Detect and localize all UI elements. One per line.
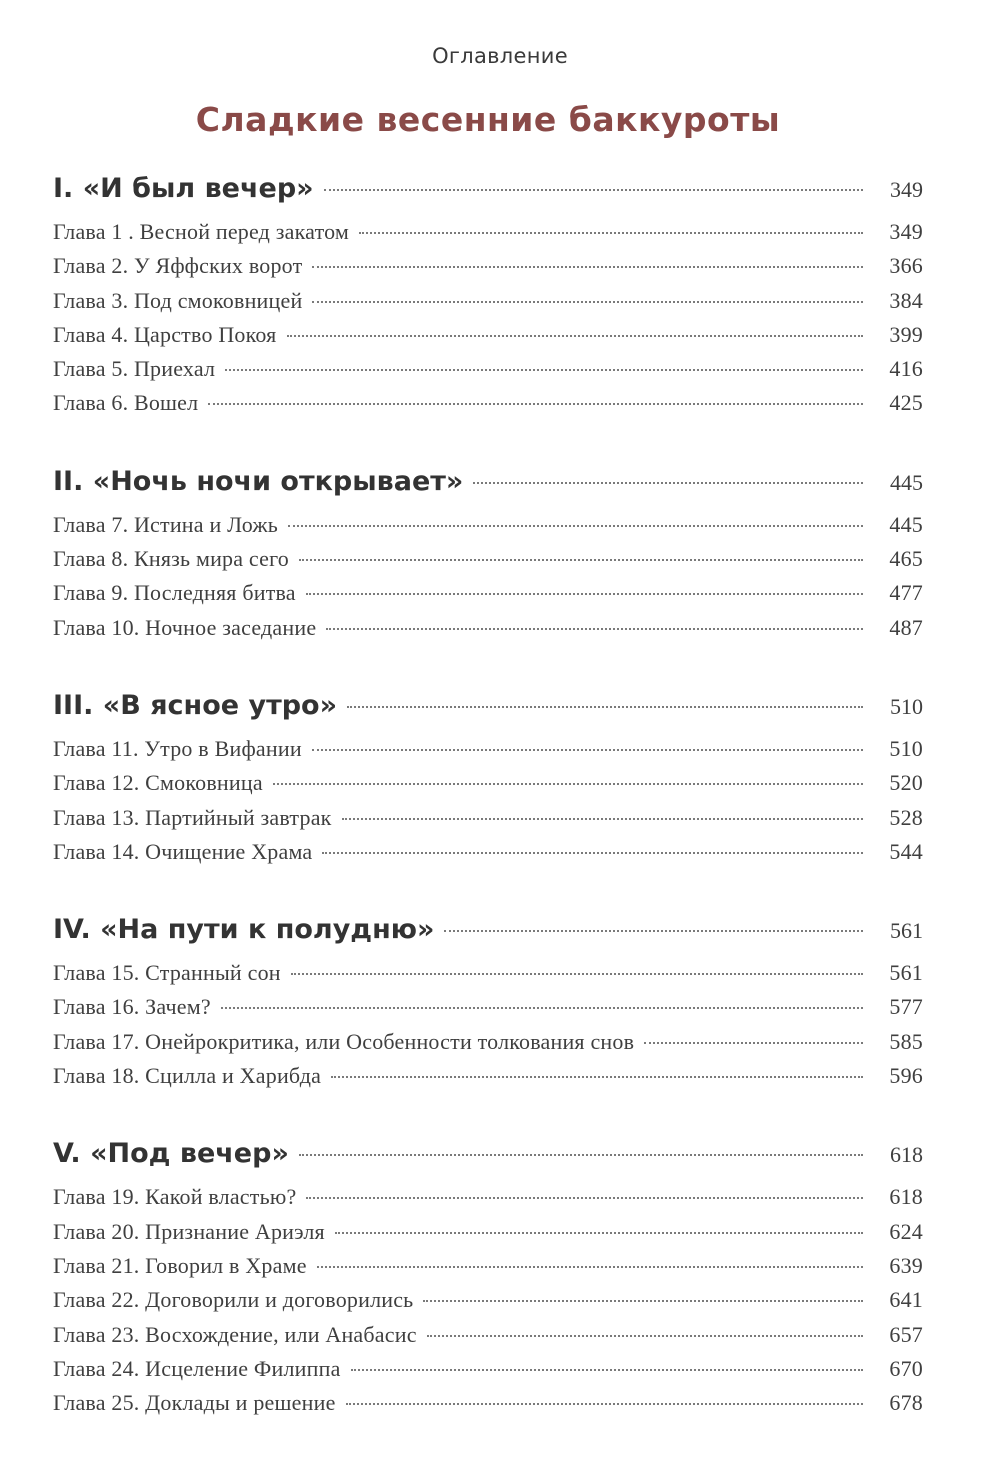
toc-part-heading[interactable]: [53, 1133, 923, 1177]
dot-leader: [322, 830, 863, 854]
dot-leader: [299, 1127, 863, 1156]
toc-part-heading[interactable]: [53, 461, 923, 505]
chapter-title: Глава 24. Исцеление Филиппа: [53, 1355, 341, 1381]
page-number: 399: [889, 321, 923, 347]
page-number: 445: [890, 469, 923, 495]
part-title: IV. «На пути к полудню»: [53, 914, 435, 946]
toc-part: [53, 909, 923, 1093]
chapter-title: Глава 1 . Весной перед закатом: [53, 219, 350, 244]
page-number: 528: [889, 804, 923, 830]
chapter-title: Глава 18. Сцилла и Харибда: [53, 1063, 322, 1089]
page-number: 465: [889, 546, 923, 572]
toc-part: [53, 1133, 923, 1420]
dot-leader: [342, 796, 863, 820]
page-number: 544: [889, 838, 923, 864]
page-number: 349: [889, 219, 923, 244]
dot-leader: [317, 1244, 863, 1268]
dot-leader: [287, 313, 864, 337]
dot-leader: [324, 162, 863, 191]
chapter-title: Глава 11. Утро в Вифании: [53, 735, 302, 761]
chapter-title: Глава 9. Последняя битва: [53, 580, 296, 606]
dot-leader: [444, 903, 863, 932]
page-number: 639: [889, 1252, 923, 1278]
chapter-title: Глава 12. Смоковница: [53, 770, 263, 796]
dot-leader: [299, 537, 863, 561]
dot-leader: [225, 347, 863, 371]
chapter-title: Глава 15. Странный сон: [53, 960, 281, 986]
chapter-title: Глава 23. Восхождение, или Анабасис: [53, 1321, 417, 1347]
dot-leader: [351, 1347, 863, 1371]
dot-leader: [346, 1381, 863, 1405]
page-number: 366: [889, 253, 923, 279]
page-number: 624: [889, 1218, 923, 1244]
dot-leader: [288, 503, 863, 527]
chapter-title: Глава 2. У Яффских ворот: [53, 253, 303, 279]
page-number: 416: [889, 356, 923, 382]
chapter-title: Глава 14. Очищение Храма: [53, 838, 313, 864]
chapter-title: Глава 19. Какой властью?: [53, 1184, 297, 1210]
part-title: V. «Под вечер»: [53, 1138, 289, 1170]
chapter-title: Глава 21. Говорил в Храме: [53, 1252, 307, 1278]
dot-leader: [221, 985, 863, 1009]
chapter-title: Глава 3. Под смоковницей: [53, 287, 303, 313]
chapter-title: Глава 20. Признание Ариэля: [53, 1218, 325, 1244]
dot-leader: [273, 761, 863, 785]
page-number: 618: [890, 1142, 923, 1168]
toc-part: [53, 168, 923, 421]
page-number: 618: [889, 1184, 923, 1210]
toc-part-heading[interactable]: [53, 168, 923, 212]
dot-leader: [306, 571, 863, 595]
page-number: 349: [890, 177, 923, 202]
chapter-title: Глава 22. Договорили и договорились: [53, 1287, 414, 1313]
toc-part-heading[interactable]: [53, 909, 923, 953]
page-number: 561: [890, 918, 923, 944]
chapter-title: Глава 13. Партийный завтрак: [53, 804, 332, 830]
toc-part: [53, 685, 923, 869]
dot-leader: [306, 1175, 863, 1199]
dot-leader: [312, 279, 863, 303]
chapter-title: Глава 4. Царство Покоя: [53, 321, 277, 347]
toc-chapter-entry[interactable]: [53, 611, 923, 645]
part-title: III. «В ясное утро»: [53, 689, 338, 721]
chapter-title: Глава 6. Вошел: [53, 390, 199, 416]
dot-leader: [331, 1054, 863, 1078]
toc-part-heading[interactable]: [53, 685, 923, 729]
page-number: 445: [889, 511, 923, 537]
dot-leader: [291, 951, 863, 975]
dot-leader: [644, 1020, 863, 1044]
chapter-title: Глава 16. Зачем?: [53, 994, 211, 1020]
part-title: II. «Ночь ночи открывает»: [53, 465, 464, 497]
page-number: 561: [889, 960, 923, 986]
toc-chapter-entry[interactable]: [53, 835, 923, 869]
page-number: 510: [889, 735, 923, 761]
chapter-title: Глава 17. Онейрокритика, или Особенности толкования снов: [53, 1028, 635, 1054]
dot-leader: [312, 244, 863, 268]
toc-chapter-entry[interactable]: [53, 1386, 923, 1420]
page-number: 487: [889, 614, 923, 640]
chapter-title: Глава 25. Доклады и решение: [53, 1390, 336, 1416]
page-number: 585: [889, 1028, 923, 1054]
chapter-title: Глава 8. Князь мира сего: [53, 546, 289, 572]
dot-leader: [312, 727, 863, 751]
chapter-title: Глава 10. Ночное заседание: [53, 614, 317, 640]
page-number: 678: [889, 1390, 923, 1416]
part-title: I. «И был вечер»: [53, 173, 314, 204]
page-number: 477: [889, 580, 923, 606]
dot-leader: [347, 679, 863, 708]
dot-leader: [427, 1313, 863, 1337]
page-number: 657: [889, 1321, 923, 1347]
running-head: Оглавление: [432, 44, 568, 68]
page-number: 520: [889, 770, 923, 796]
page-number: 641: [889, 1287, 923, 1313]
toc-chapter-entry[interactable]: [53, 1059, 923, 1093]
page-number: 510: [890, 693, 923, 719]
page-number: 670: [889, 1355, 923, 1381]
page-number: 384: [889, 287, 923, 313]
dot-leader: [359, 210, 863, 234]
page-number: 425: [889, 390, 923, 416]
dot-leader: [326, 606, 863, 630]
dot-leader: [335, 1210, 863, 1234]
chapter-title: Глава 7. Истина и Ложь: [53, 511, 278, 537]
page-number: 577: [889, 994, 923, 1020]
dot-leader: [423, 1278, 863, 1302]
toc-chapter-entry[interactable]: [53, 386, 923, 420]
chapter-title: Глава 5. Приехал: [53, 356, 216, 382]
dot-leader: [473, 455, 863, 484]
book-title: Сладкие весенние баккуроты: [195, 100, 781, 139]
dot-leader: [208, 381, 863, 405]
toc-part: [53, 461, 923, 645]
table-of-contents: [53, 168, 923, 1420]
page-number: 596: [889, 1063, 923, 1089]
